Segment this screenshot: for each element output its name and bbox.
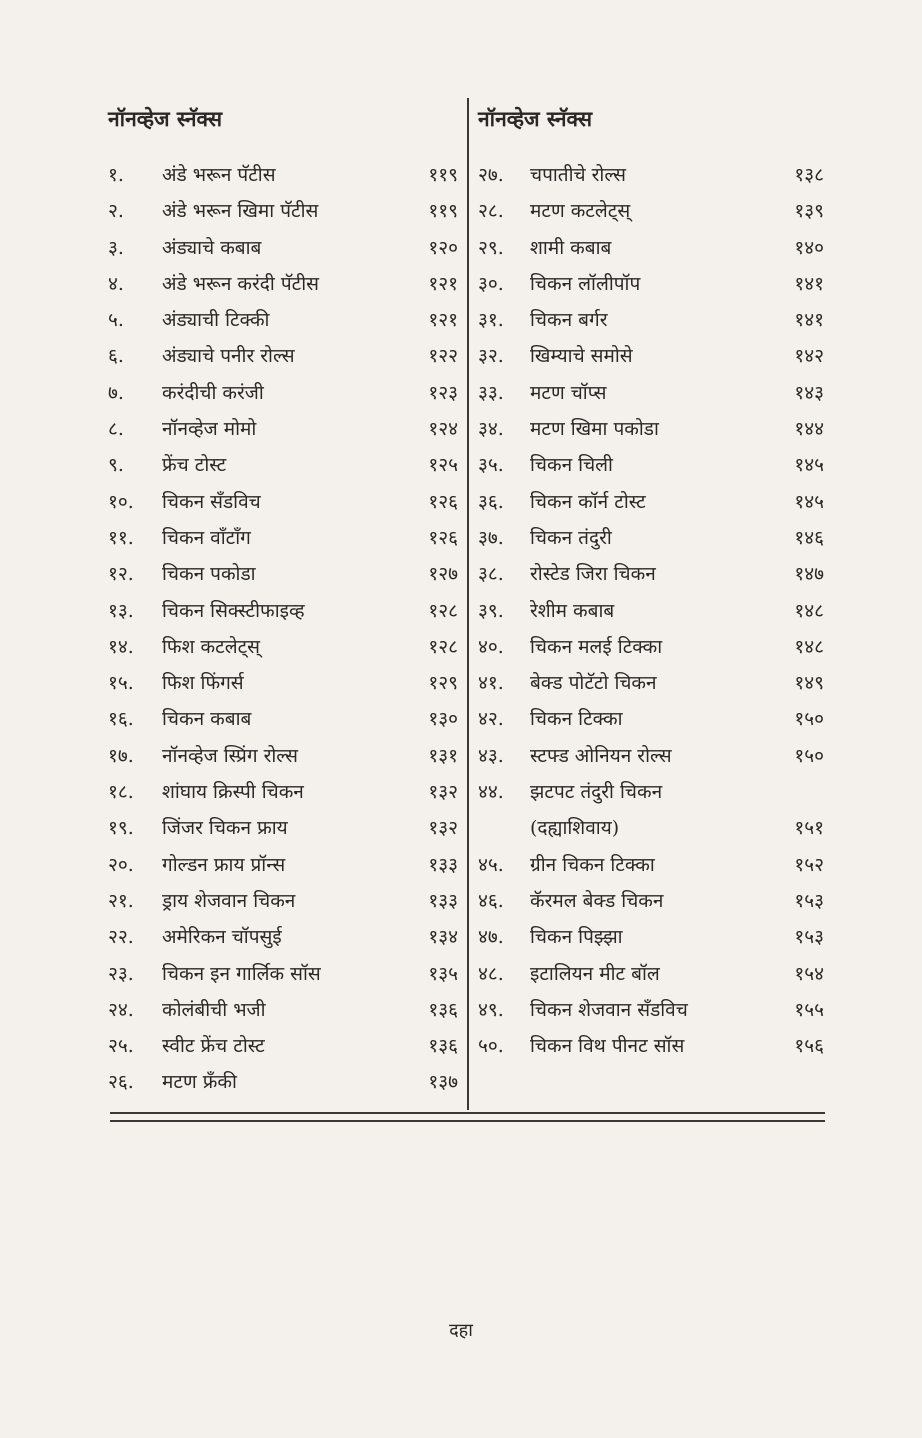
- entry-title: चिकन मलई टिक्का: [530, 635, 663, 658]
- entry-number: ५०.: [478, 1035, 504, 1058]
- toc-entry[interactable]: [108, 302, 458, 338]
- entry-page-number: १२२: [428, 345, 458, 368]
- entry-page-number: १५०: [794, 708, 824, 731]
- entry-title: नॉनव्हेज मोमो: [162, 418, 257, 441]
- toc-entry[interactable]: [108, 230, 458, 266]
- toc-entry[interactable]: [478, 701, 824, 737]
- toc-entry[interactable]: [108, 1028, 458, 1064]
- entry-number: ४४.: [478, 781, 504, 804]
- entry-number: ३६.: [478, 490, 504, 513]
- entry-page-number: १४५: [794, 490, 824, 513]
- entry-title: गोल्डन फ्राय प्रॉन्स: [162, 853, 286, 876]
- entry-page-number: १४१: [794, 309, 824, 332]
- entry-number: ४६.: [478, 889, 504, 912]
- entry-number: ४१.: [478, 672, 504, 695]
- entry-page-number: १२९: [428, 672, 458, 695]
- entry-title: (दह्याशिवाय): [530, 817, 620, 840]
- toc-entry[interactable]: [108, 992, 458, 1028]
- entry-number: ५.: [108, 309, 124, 332]
- entry-number: ४९.: [478, 998, 504, 1021]
- entry-number: २८.: [478, 200, 504, 223]
- entry-number: १७.: [108, 744, 134, 767]
- entry-page-number: १५६: [794, 1035, 824, 1058]
- entry-page-number: १५४: [794, 962, 824, 985]
- entry-title: झटपट तंदुरी चिकन: [530, 781, 663, 804]
- toc-entry[interactable]: [478, 230, 824, 266]
- toc-entry[interactable]: [108, 810, 458, 846]
- page-number: दहा: [449, 1320, 473, 1341]
- entry-number: [478, 810, 530, 846]
- entry-title: चिकन पकोडा: [162, 563, 256, 586]
- entry-number: ३४.: [478, 418, 504, 441]
- entry-page-number: १५५: [794, 998, 824, 1021]
- entry-title: चिकन कॉर्न टोस्ट: [530, 490, 646, 513]
- entry-title: अमेरिकन चॉपसुई: [162, 926, 282, 949]
- contents-column-left: [108, 95, 458, 1101]
- entry-page-number: १४३: [794, 381, 824, 404]
- entry-number: ३७.: [478, 526, 504, 549]
- entry-number: ३८.: [478, 563, 504, 586]
- toc-entry[interactable]: [478, 266, 824, 302]
- entry-title: शांघाय क्रिस्पी चिकन: [162, 781, 304, 804]
- column-divider: [467, 98, 469, 1110]
- entry-page-number: १२७: [428, 563, 458, 586]
- entry-title: स्टफ्ड ओनियन रोल्स: [530, 744, 672, 767]
- contents-list: [478, 157, 824, 1064]
- entry-number: २१.: [108, 889, 134, 912]
- toc-entry[interactable]: [478, 484, 824, 520]
- entry-page-number: १३९: [794, 200, 824, 223]
- toc-entry[interactable]: [478, 919, 824, 955]
- entry-title: बेक्ड पोटॅटो चिकन: [530, 672, 657, 695]
- contents-column-right: [478, 95, 824, 1064]
- toc-entry[interactable]: [108, 956, 458, 992]
- entry-page-number: १३३: [428, 853, 458, 876]
- entry-page-number: १५२: [794, 853, 824, 876]
- entry-title: स्वीट फ्रेंच टोस्ट: [162, 1035, 265, 1058]
- entry-title: चिकन टिक्का: [530, 708, 623, 731]
- entry-page-number: १४८: [794, 599, 824, 622]
- toc-entry[interactable]: [108, 847, 458, 883]
- toc-entry[interactable]: [478, 193, 824, 229]
- entry-number: १३.: [108, 599, 134, 622]
- entry-page-number: १२८: [428, 599, 458, 622]
- entry-number: २३.: [108, 962, 134, 985]
- entry-title: अंडे भरून करंदी पॅटीस: [162, 272, 319, 295]
- entry-title: चिकन विथ पीनट सॉस: [530, 1035, 685, 1058]
- entry-title: फ्रेंच टोस्ट: [162, 454, 227, 477]
- entry-title: चिकन शेजवान सँडविच: [530, 998, 688, 1021]
- toc-entry[interactable]: [108, 774, 458, 810]
- entry-number: १.: [108, 164, 124, 186]
- entry-page-number: १३३: [428, 889, 458, 912]
- entry-number: ४७.: [478, 926, 504, 949]
- entry-number: ३१.: [478, 309, 504, 332]
- entry-number: १९.: [108, 817, 134, 840]
- toc-entry[interactable]: [108, 266, 458, 302]
- toc-entry[interactable]: [108, 665, 458, 701]
- entry-title: चिकन सिक्स्टीफाइव्ह: [162, 599, 305, 622]
- entry-number: २.: [108, 200, 124, 223]
- entry-number: ९.: [108, 454, 124, 477]
- entry-number: ७.: [108, 381, 124, 404]
- entry-page-number: १५१: [794, 817, 824, 840]
- section-heading: नॉनव्हेज स्नॅक्स: [478, 106, 593, 131]
- toc-entry[interactable]: [478, 447, 824, 483]
- entry-page-number: १२३: [428, 381, 458, 404]
- entry-title: मटण खिमा पकोडा: [530, 418, 659, 441]
- entry-title: मटण चॉप्स: [530, 381, 607, 404]
- entry-number: २२.: [108, 926, 134, 949]
- entry-title: कोलंबीची भजी: [162, 998, 266, 1021]
- entry-number: २६.: [108, 1071, 134, 1094]
- toc-entry[interactable]: [478, 629, 824, 665]
- entry-page-number: १२५: [428, 454, 458, 477]
- contents-list: [108, 157, 458, 1101]
- entry-title: अंड्याची टिक्की: [162, 309, 270, 332]
- entry-title: कॅरमल बेक्ड चिकन: [530, 889, 664, 912]
- toc-entry[interactable]: [478, 302, 824, 338]
- entry-page-number: १३६: [428, 1035, 458, 1058]
- entry-title: चिकन इन गार्लिक सॉस: [162, 962, 321, 985]
- entry-page-number: १४५: [794, 454, 824, 477]
- toc-entry[interactable]: [108, 484, 458, 520]
- entry-title: चिकन कबाब: [162, 708, 252, 731]
- entry-number: ३५.: [478, 454, 504, 477]
- toc-entry[interactable]: [108, 738, 458, 774]
- entry-number: ८.: [108, 418, 124, 441]
- entry-page-number: १२१: [428, 272, 458, 295]
- entry-page-number: ११९: [428, 200, 458, 223]
- entry-page-number: १४२: [794, 345, 824, 368]
- entry-page-number: १३६: [428, 998, 458, 1021]
- toc-entry[interactable]: [108, 701, 458, 737]
- entry-title: चिकन पिझ्झा: [530, 926, 623, 949]
- entry-title: फिश कटलेट्स्: [162, 635, 260, 658]
- entry-number: ११.: [108, 526, 134, 549]
- entry-title: मटण कटलेट्स्: [530, 200, 631, 223]
- toc-entry[interactable]: [478, 665, 824, 701]
- entry-title: फिश फिंगर्स: [162, 672, 244, 695]
- entry-title: चिकन चिली: [530, 454, 613, 477]
- toc-entry[interactable]: [478, 556, 824, 592]
- entry-title: चिकन बर्गर: [530, 309, 608, 332]
- entry-number: २९.: [478, 236, 504, 259]
- toc-entry[interactable]: [478, 738, 824, 774]
- entry-page-number: १३५: [428, 962, 458, 985]
- entry-page-number: १३१: [428, 744, 458, 767]
- entry-number: ३९.: [478, 599, 504, 622]
- entry-page-number: [766, 774, 824, 810]
- bottom-rule: [110, 1120, 825, 1122]
- toc-entry[interactable]: [108, 593, 458, 629]
- entry-title: करंदीची करंजी: [162, 381, 264, 404]
- entry-number: १८.: [108, 781, 134, 804]
- toc-entry[interactable]: [478, 375, 824, 411]
- entry-number: ४०.: [478, 635, 504, 658]
- toc-entry[interactable]: [478, 593, 824, 629]
- toc-entry[interactable]: [108, 193, 458, 229]
- entry-number: ३०.: [478, 272, 504, 295]
- entry-title: ड्राय शेजवान चिकन: [162, 889, 296, 912]
- entry-page-number: १४६: [794, 526, 824, 549]
- entry-title: अंड्याचे पनीर रोल्स: [162, 345, 295, 368]
- entry-page-number: १३२: [428, 817, 458, 840]
- entry-title: चिकन वाँटाँग: [162, 526, 251, 549]
- toc-entry[interactable]: [478, 338, 824, 374]
- toc-entry[interactable]: [478, 810, 824, 846]
- entry-page-number: १५३: [794, 889, 824, 912]
- entry-number: ४५.: [478, 853, 504, 876]
- toc-entry[interactable]: [478, 157, 824, 193]
- toc-entry[interactable]: [478, 520, 824, 556]
- toc-entry[interactable]: [108, 520, 458, 556]
- toc-entry[interactable]: [108, 1064, 458, 1100]
- bottom-rule: [110, 1112, 825, 1114]
- entry-page-number: १४४: [794, 418, 824, 441]
- entry-page-number: १२०: [428, 236, 458, 259]
- entry-page-number: १२१: [428, 309, 458, 332]
- entry-title: मटण फ्रँकी: [162, 1071, 237, 1094]
- entry-title: अंडे भरून पॅटीस: [162, 164, 276, 186]
- entry-page-number: १४९: [794, 672, 824, 695]
- entry-page-number: १५०: [794, 744, 824, 767]
- entry-number: २७.: [478, 164, 504, 186]
- entry-title: इटालियन मीट बॉल: [530, 962, 660, 985]
- entry-number: ४२.: [478, 708, 504, 731]
- entry-page-number: १३२: [428, 781, 458, 804]
- entry-title: ग्रीन चिकन टिक्का: [530, 853, 655, 876]
- entry-title: चिकन सँडविच: [162, 490, 261, 513]
- entry-title: अंड्याचे कबाब: [162, 236, 262, 259]
- entry-page-number: १४८: [794, 635, 824, 658]
- entry-page-number: १५३: [794, 926, 824, 949]
- entry-page-number: १२६: [428, 490, 458, 513]
- toc-entry[interactable]: [108, 556, 458, 592]
- toc-entry[interactable]: [108, 883, 458, 919]
- toc-entry[interactable]: [478, 847, 824, 883]
- entry-number: ४८.: [478, 962, 504, 985]
- entry-number: ४३.: [478, 744, 504, 767]
- entry-number: ३३.: [478, 381, 504, 404]
- entry-page-number: १३७: [428, 1071, 458, 1094]
- entry-page-number: १३४: [428, 926, 458, 949]
- entry-title: खिम्याचे समोसे: [530, 345, 633, 368]
- entry-page-number: १४७: [794, 563, 824, 586]
- entry-page-number: १४०: [794, 236, 824, 259]
- entry-page-number: १४१: [794, 272, 824, 295]
- entry-page-number: १३८: [794, 164, 824, 186]
- toc-entry[interactable]: [108, 338, 458, 374]
- entry-title: जिंजर चिकन फ्राय: [162, 817, 288, 840]
- entry-number: १४.: [108, 635, 134, 658]
- entry-number: १२.: [108, 563, 134, 586]
- entry-page-number: १२८: [428, 635, 458, 658]
- toc-entry[interactable]: [108, 157, 458, 193]
- entry-page-number: १२६: [428, 526, 458, 549]
- toc-entry[interactable]: [478, 956, 824, 992]
- toc-entry[interactable]: [478, 411, 824, 447]
- entry-number: १६.: [108, 708, 134, 731]
- entry-title: अंडे भरून खिमा पॅटीस: [162, 200, 319, 223]
- entry-number: १५.: [108, 672, 134, 695]
- toc-entry[interactable]: [478, 774, 824, 810]
- entry-title: नॉनव्हेज स्प्रिंग रोल्स: [162, 744, 298, 767]
- entry-number: १०.: [108, 490, 134, 513]
- toc-entry[interactable]: [108, 411, 458, 447]
- toc-entry[interactable]: [108, 375, 458, 411]
- entry-number: २४.: [108, 998, 134, 1021]
- entry-page-number: १२४: [428, 418, 458, 441]
- entry-title: रोस्टेड जिरा चिकन: [530, 563, 656, 586]
- toc-entry[interactable]: [478, 1028, 824, 1064]
- entry-number: ४.: [108, 272, 124, 295]
- entry-number: ३.: [108, 236, 124, 259]
- entry-number: ३२.: [478, 345, 504, 368]
- entry-page-number: १३०: [428, 708, 458, 731]
- entry-number: २५.: [108, 1035, 134, 1058]
- toc-entry[interactable]: [478, 883, 824, 919]
- toc-entry[interactable]: [478, 992, 824, 1028]
- entry-title: चिकन तंदुरी: [530, 526, 612, 549]
- entry-page-number: ११९: [428, 164, 458, 186]
- entry-number: २०.: [108, 853, 134, 876]
- entry-title: रेशीम कबाब: [530, 599, 615, 622]
- toc-entry[interactable]: [108, 919, 458, 955]
- entry-number: ६.: [108, 345, 124, 368]
- entry-title: चिकन लॉलीपॉप: [530, 272, 641, 295]
- toc-entry[interactable]: [108, 447, 458, 483]
- entry-title: चपातीचे रोल्स: [530, 164, 626, 186]
- toc-entry[interactable]: [108, 629, 458, 665]
- section-heading: नॉनव्हेज स्नॅक्स: [108, 106, 223, 131]
- entry-title: शामी कबाब: [530, 236, 612, 259]
